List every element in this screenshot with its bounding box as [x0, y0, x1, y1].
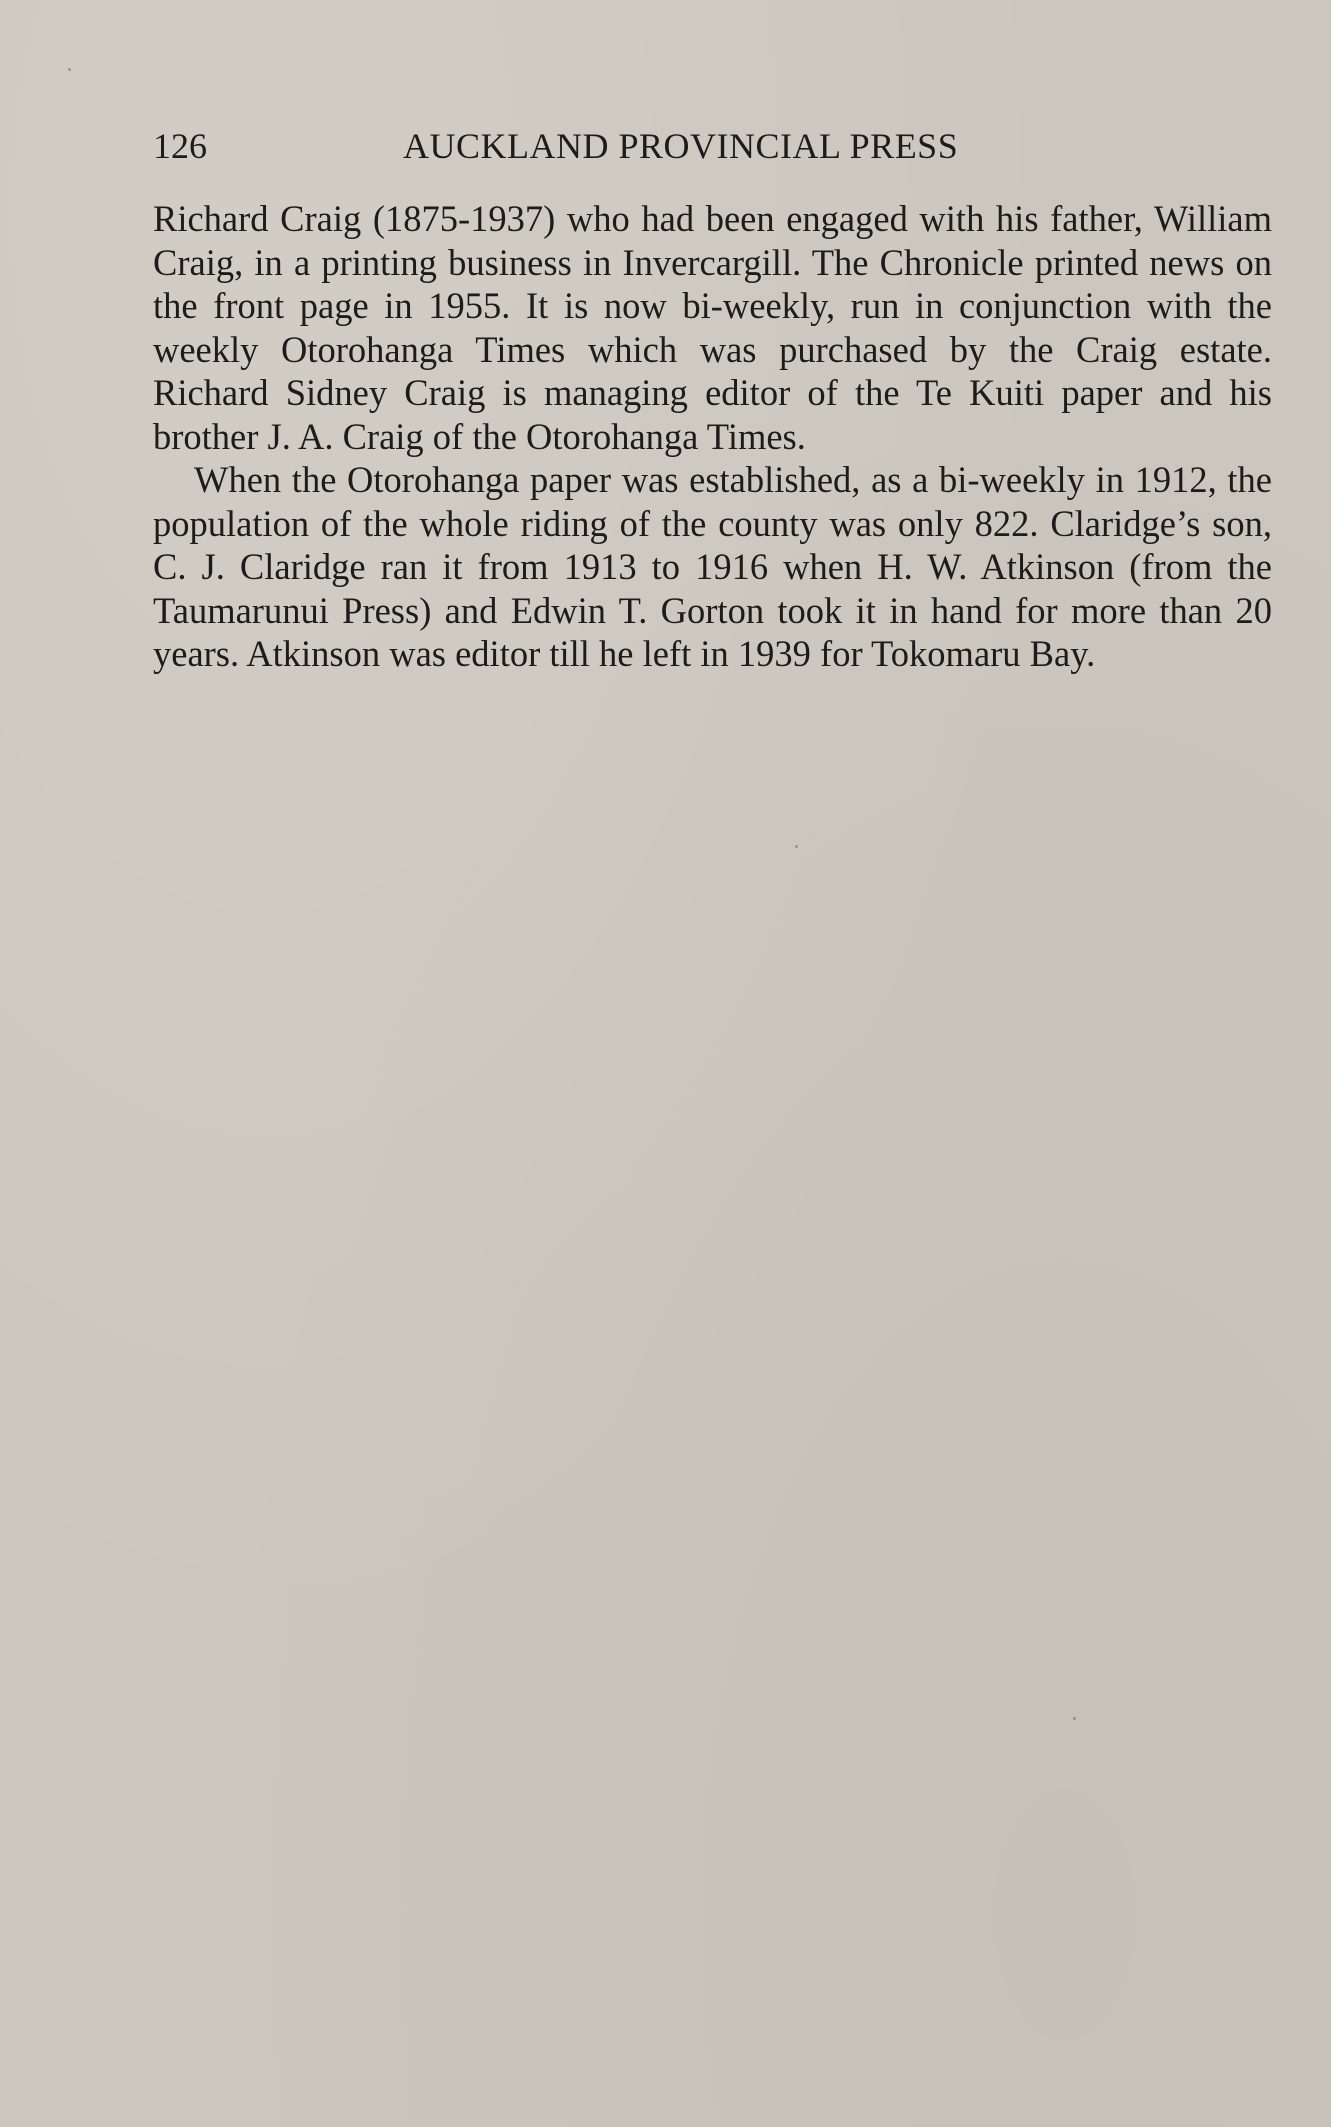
- running-title: AUCKLAND PROVINCIAL PRESS: [403, 126, 959, 166]
- paper-speck: [795, 845, 798, 848]
- page-number: 126: [153, 126, 207, 166]
- paragraph-continued: Richard Craig (1875-1937) who had been engaged with his father, William Craig, in a printing business in Invercargill. The Chronicle printed news on the front page in 1955. It is now bi-weekly, run in conjunction with the weekly Otorohanga Times which was purchased by the Craig estate. Richard Sidney Craig is managing editor of the Te Kuiti paper and his brother J. A. Craig of the Otorohanga Times.: [153, 198, 1272, 457]
- page-header: [153, 122, 1273, 170]
- paper-speck: [68, 68, 71, 71]
- body-text: [153, 197, 1272, 676]
- paper-speck: [1073, 1717, 1076, 1720]
- paragraph-otorohanga: When the Otorohanga paper was established, as a bi-weekly in 1912, the population of the whole riding of the county was only 822. Claridge’s son, C. J. Claridge ran it from 1913 to 1916 when H. W. Atkinson (from the Taumarunui Press) and Edwin T. Gorton took it in hand for more than 20 years. Atkinson was editor till he left in 1939 for Tokomaru Bay.: [153, 459, 1272, 674]
